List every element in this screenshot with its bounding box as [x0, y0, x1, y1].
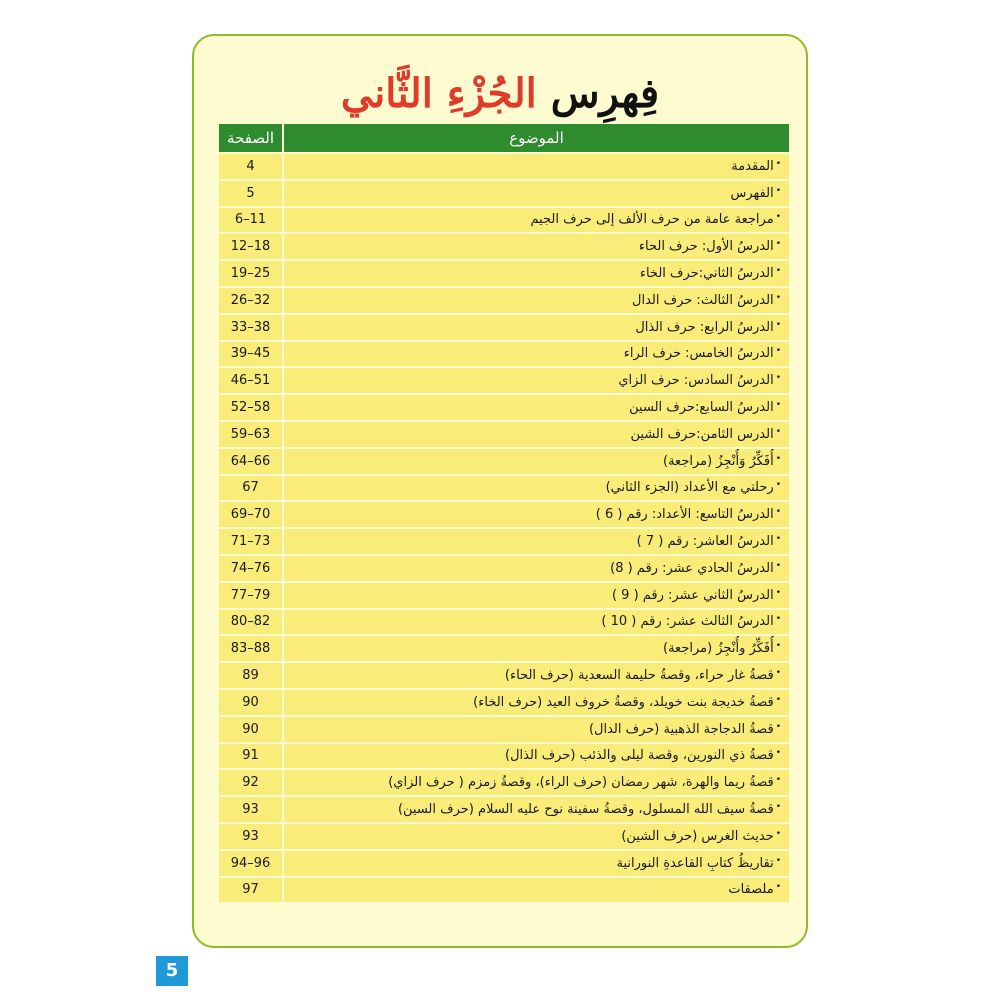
page-cell: 90: [219, 690, 284, 715]
table-row: [219, 770, 789, 795]
page-column-header: الصفحة: [219, 124, 284, 152]
topic-text: الفهرس: [730, 185, 774, 201]
topic-text: قصةُ سيف الله المسلول، وقصةُ سفينة نوح عليه السلام (حرف السين): [397, 802, 774, 818]
topic-column-header: الموضوع: [284, 124, 789, 152]
page-cell: 67: [219, 476, 284, 501]
bullet-icon: •: [775, 400, 781, 411]
topic-text: الدرسُ الأول: حرف الحاء: [638, 239, 774, 255]
table-row: [219, 502, 789, 527]
bullet-icon: •: [775, 721, 781, 732]
topic-cell: [284, 288, 789, 313]
page-cell: 93: [219, 824, 284, 849]
topic-text: مراجعة عامة من حرف الألف إلى حرف الجيم: [530, 212, 774, 228]
bullet-icon: •: [775, 560, 781, 571]
page-cell: 12–18: [219, 234, 284, 259]
bullet-icon: •: [775, 614, 781, 625]
page-cell: 74–76: [219, 556, 284, 581]
table-row: [219, 476, 789, 501]
topic-cell: [284, 234, 789, 259]
table-row: [219, 395, 789, 420]
table-row: [219, 208, 789, 233]
topic-text: الدرسُ السادس: حرف الزاي: [618, 373, 774, 389]
table-row: [219, 824, 789, 849]
bullet-icon: •: [775, 641, 781, 652]
topic-cell: [284, 395, 789, 420]
bullet-icon: •: [775, 185, 781, 196]
bullet-icon: •: [775, 587, 781, 598]
topic-text: تقاريظُ كتابِ القاعدةِ النورانية: [616, 855, 774, 871]
topic-text: الدرسُ الخامس: حرف الراء: [623, 346, 774, 362]
topic-text: الدرسُ الثالث: حرف الدال: [632, 292, 774, 308]
topic-cell: [284, 770, 789, 795]
table-row: [219, 797, 789, 822]
topic-cell: [284, 529, 789, 554]
topic-text: الدرسُ الثاني:حرف الخاء: [639, 266, 774, 282]
topic-text: رحلتي مع الأعداد (الجزء الثاني): [605, 480, 774, 496]
table-row: [219, 234, 789, 259]
bullet-icon: •: [775, 828, 781, 839]
page-cell: 59–63: [219, 422, 284, 447]
table-row: [219, 744, 789, 769]
page-cell: 89: [219, 663, 284, 688]
page-cell: 52–58: [219, 395, 284, 420]
title-part-two: الجُزْءِ الثَّاني: [340, 70, 537, 117]
topic-text: قصةُ الدجاجة الذهبية (حرف الدال): [588, 721, 774, 737]
bullet-icon: •: [775, 694, 781, 705]
page-cell: 33–38: [219, 315, 284, 340]
topic-cell: [284, 797, 789, 822]
page-cell: 80–82: [219, 610, 284, 635]
page-cell: 77–79: [219, 583, 284, 608]
page-cell: 92: [219, 770, 284, 795]
topic-cell: [284, 663, 789, 688]
table-row: [219, 851, 789, 876]
topic-cell: [284, 154, 789, 179]
topic-text: قصةُ ريما والهرة، شهر رمضان (حرف الراء)، وقصةُ زمزم ( حرف الزاي): [388, 775, 774, 791]
page-number-badge: 5: [156, 956, 188, 986]
topic-cell: [284, 422, 789, 447]
table-row: [219, 690, 789, 715]
bullet-icon: •: [775, 748, 781, 759]
page-cell: 94–96: [219, 851, 284, 876]
table-row: [219, 422, 789, 447]
page-title: [194, 62, 806, 126]
topic-cell: [284, 556, 789, 581]
bullet-icon: •: [775, 319, 781, 330]
topic-cell: [284, 610, 789, 635]
page-frame: [192, 34, 808, 948]
page-cell: 19–25: [219, 261, 284, 286]
topic-cell: [284, 315, 789, 340]
bullet-icon: •: [775, 346, 781, 357]
table-row: [219, 583, 789, 608]
table-row: [219, 154, 789, 179]
bullet-icon: •: [775, 507, 781, 518]
bullet-icon: •: [775, 266, 781, 277]
topic-cell: [284, 261, 789, 286]
table-row: [219, 181, 789, 206]
topic-cell: [284, 744, 789, 769]
bullet-icon: •: [775, 158, 781, 169]
bullet-icon: •: [775, 534, 781, 545]
topic-cell: [284, 181, 789, 206]
page-cell: 83–88: [219, 636, 284, 661]
topic-cell: [284, 851, 789, 876]
topic-text: قصةُ غار حراء، وقصةُ حليمة السعدية (حرف الحاء): [504, 668, 774, 684]
bullet-icon: •: [775, 373, 781, 384]
topic-text: حديث الغرس (حرف الشين): [621, 828, 774, 844]
table-of-contents: [219, 122, 789, 904]
topic-text: الدرسُ الثالث عشر: رقم ( 10 ): [601, 614, 774, 630]
topic-text: الدرسُ السابع:حرف السين: [629, 400, 774, 416]
topic-text: الدرسُ التاسع: الأعداد: رقم ( 6 ): [595, 507, 774, 523]
table-row: [219, 717, 789, 742]
table-row: [219, 315, 789, 340]
table-row: [219, 261, 789, 286]
topic-cell: [284, 368, 789, 393]
topic-text: الدرس الثامن:حرف الشين: [630, 426, 774, 442]
table-row: [219, 636, 789, 661]
page-cell: 91: [219, 744, 284, 769]
topic-cell: [284, 878, 789, 903]
topic-cell: [284, 342, 789, 367]
page-cell: 39–45: [219, 342, 284, 367]
page-cell: 71–73: [219, 529, 284, 554]
topic-cell: [284, 690, 789, 715]
topic-cell: [284, 502, 789, 527]
page-cell: 97: [219, 878, 284, 903]
page-cell: 4: [219, 154, 284, 179]
table-row: [219, 288, 789, 313]
topic-cell: [284, 583, 789, 608]
bullet-icon: •: [775, 480, 781, 491]
bullet-icon: •: [775, 426, 781, 437]
bullet-icon: •: [775, 855, 781, 866]
page-cell: 90: [219, 717, 284, 742]
table-row: [219, 556, 789, 581]
title-word-index: فِهرِس: [550, 70, 660, 117]
table-header-row: [219, 124, 789, 152]
page-cell: 5: [219, 181, 284, 206]
table-body: [219, 154, 789, 902]
topic-cell: [284, 824, 789, 849]
topic-cell: [284, 208, 789, 233]
topic-text: قصةُ ذي النورين، وقصة ليلى والذئب (حرف الذال): [505, 748, 774, 764]
topic-text: الدرسُ الحادي عشر: رقم ( 8): [610, 560, 774, 576]
bullet-icon: •: [775, 292, 781, 303]
topic-text: قصةُ خديجة بنت خويلد، وقصةُ خروف العيد (حرف الخاء): [473, 694, 774, 710]
table-row: [219, 610, 789, 635]
topic-cell: [284, 476, 789, 501]
page-cell: 64–66: [219, 449, 284, 474]
topic-text: ملصقات: [728, 882, 774, 898]
topic-text: الدرسُ الثاني عشر: رقم ( 9 ): [611, 587, 774, 603]
table-row: [219, 368, 789, 393]
page-cell: 69–70: [219, 502, 284, 527]
page-cell: 93: [219, 797, 284, 822]
table-row: [219, 663, 789, 688]
bullet-icon: •: [775, 453, 781, 464]
topic-text: أُفَكِّرُ وَأُنْجِزُ (مراجعة): [663, 453, 774, 469]
page-cell: 6–11: [219, 208, 284, 233]
bullet-icon: •: [775, 668, 781, 679]
table-row: [219, 878, 789, 903]
table-row: [219, 342, 789, 367]
bullet-icon: •: [775, 239, 781, 250]
topic-text: الدرسُ العاشر: رقم ( 7 ): [636, 534, 774, 550]
topic-cell: [284, 717, 789, 742]
topic-cell: [284, 449, 789, 474]
bullet-icon: •: [775, 775, 781, 786]
bullet-icon: •: [775, 212, 781, 223]
bullet-icon: •: [775, 882, 781, 893]
bullet-icon: •: [775, 802, 781, 813]
page-cell: 26–32: [219, 288, 284, 313]
topic-text: الدرسُ الرابع: حرف الذال: [635, 319, 774, 335]
page-cell: 46–51: [219, 368, 284, 393]
topic-cell: [284, 636, 789, 661]
topic-text: أُفَكِّرُ وأُنْجِزُ (مراجعة): [663, 641, 774, 657]
topic-text: المقدمة: [731, 158, 774, 174]
table-row: [219, 449, 789, 474]
table-row: [219, 529, 789, 554]
